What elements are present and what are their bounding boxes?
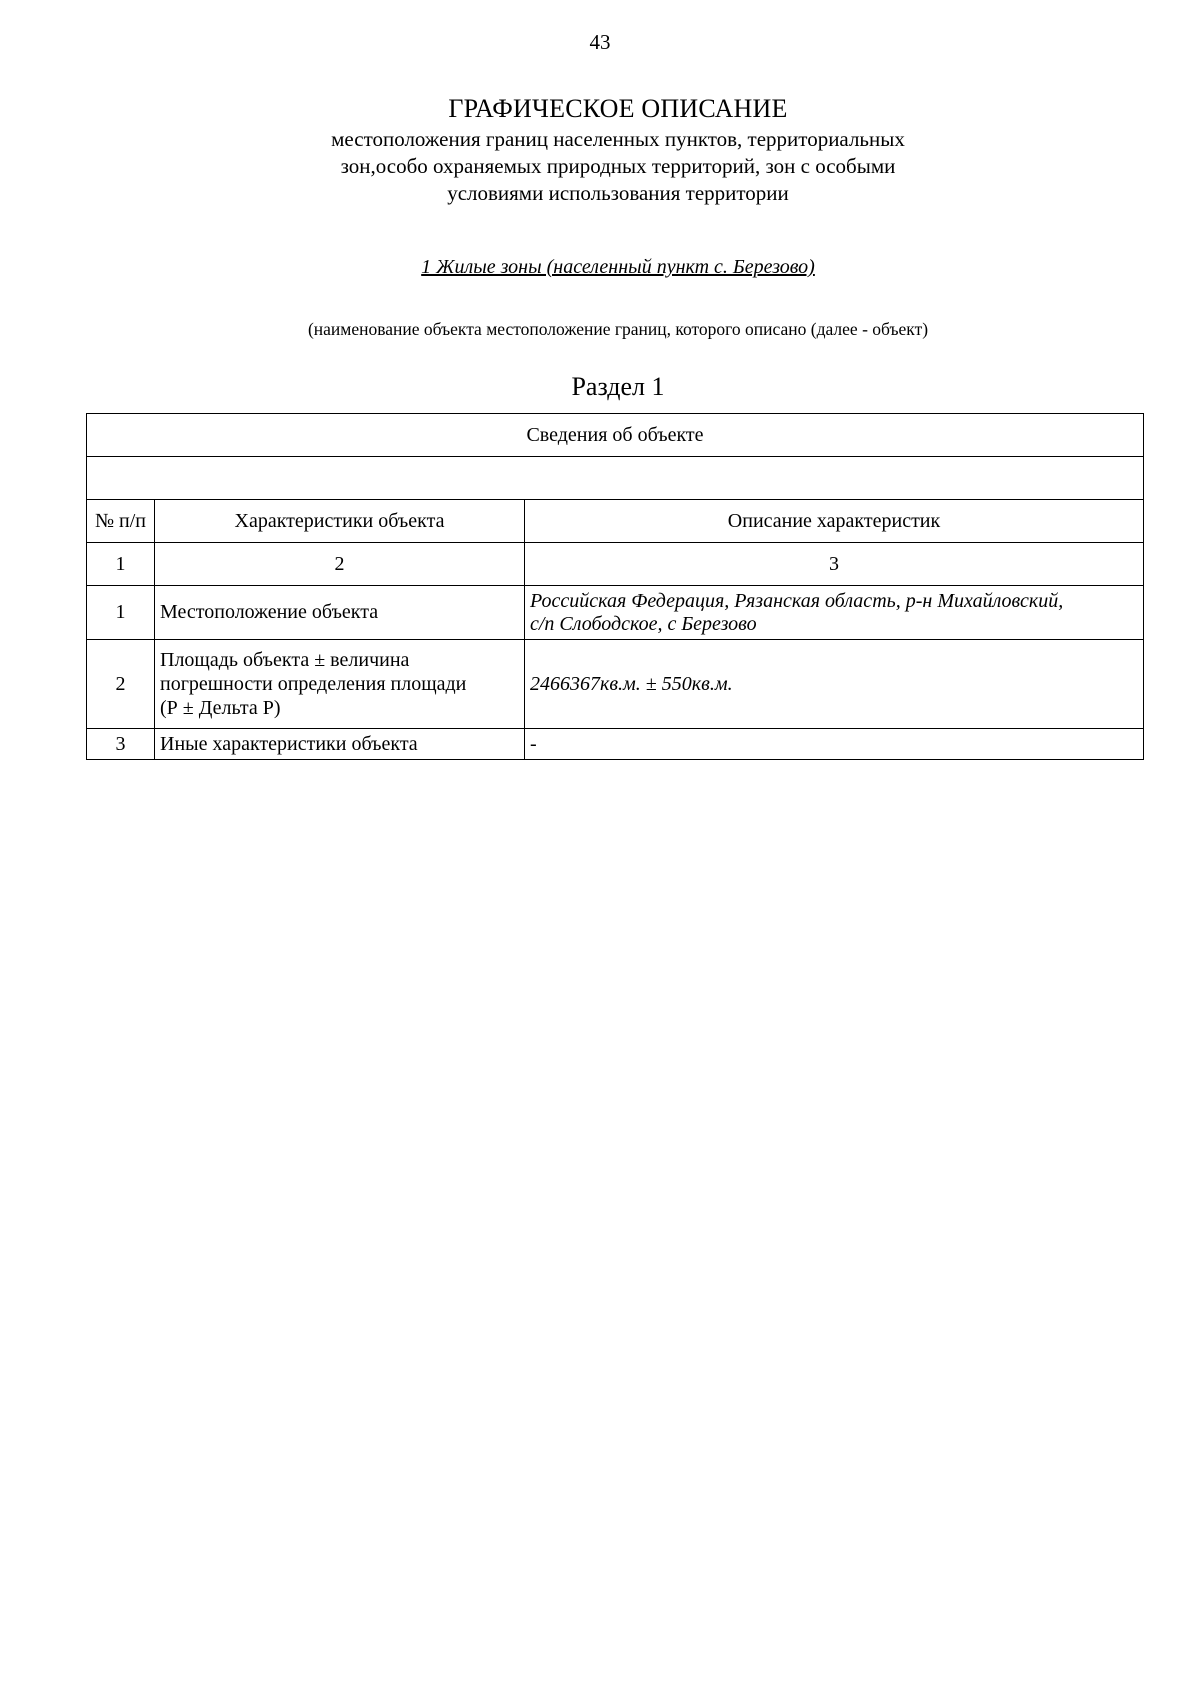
document-subtitle [0,126,1200,207]
table-row [87,640,1144,729]
subtitle-line: условиями использования территории [447,181,789,205]
description-line: Российская Федерация, Рязанская область, р-н Михайловский, [530,589,1064,612]
table-caption: Сведения об объекте [87,414,1144,457]
table-column-numbers-row [87,543,1144,586]
column-number: 2 [155,543,525,586]
subtitle-line: местоположения границ населенных пунктов, территориальных [331,127,905,151]
column-header-description: Описание характеристик [525,500,1144,543]
table-header-row [87,500,1144,543]
table-empty-row [87,457,1144,500]
section-title: Раздел 1 [571,372,665,401]
row-description: - [525,729,1144,760]
subtitle-line: зон,особо охраняемых природных территорий, зон с особыми [340,154,896,178]
row-description [525,586,1144,640]
table-caption-row [87,414,1144,457]
column-number: 1 [87,543,155,586]
row-number: 1 [87,586,155,640]
table-empty-cell [87,457,1144,500]
row-characteristic [155,640,525,729]
characteristic-line: погрешности определения площади [160,673,467,695]
row-characteristic: Иные характеристики объекта [155,729,525,760]
object-info-table [86,413,1144,760]
column-header-characteristic: Характеристики объекта [155,500,525,543]
object-name-caption: (наименование объекта местоположение границ, которого описано (далее - объект) [307,319,929,339]
characteristic-line: (Р ± Дельта Р) [160,697,281,719]
row-description: 2466367кв.м. ± 550кв.м. [525,640,1144,729]
description-line: с/п Слободское, с Березово [530,612,757,635]
column-number: 3 [525,543,1144,586]
object-name: 1 Жилые зоны (населенный пункт с. Березово) [421,256,815,278]
row-characteristic: Местоположение объекта [155,586,525,640]
characteristic-line: Площадь объекта ± величина [160,649,410,671]
row-number: 3 [87,729,155,760]
row-number: 2 [87,640,155,729]
page-number: 43 [589,30,611,54]
table-row [87,729,1144,760]
table-row [87,586,1144,640]
document-title: ГРАФИЧЕСКОЕ ОПИСАНИЕ [448,94,788,123]
column-header-number: № п/п [87,500,155,543]
